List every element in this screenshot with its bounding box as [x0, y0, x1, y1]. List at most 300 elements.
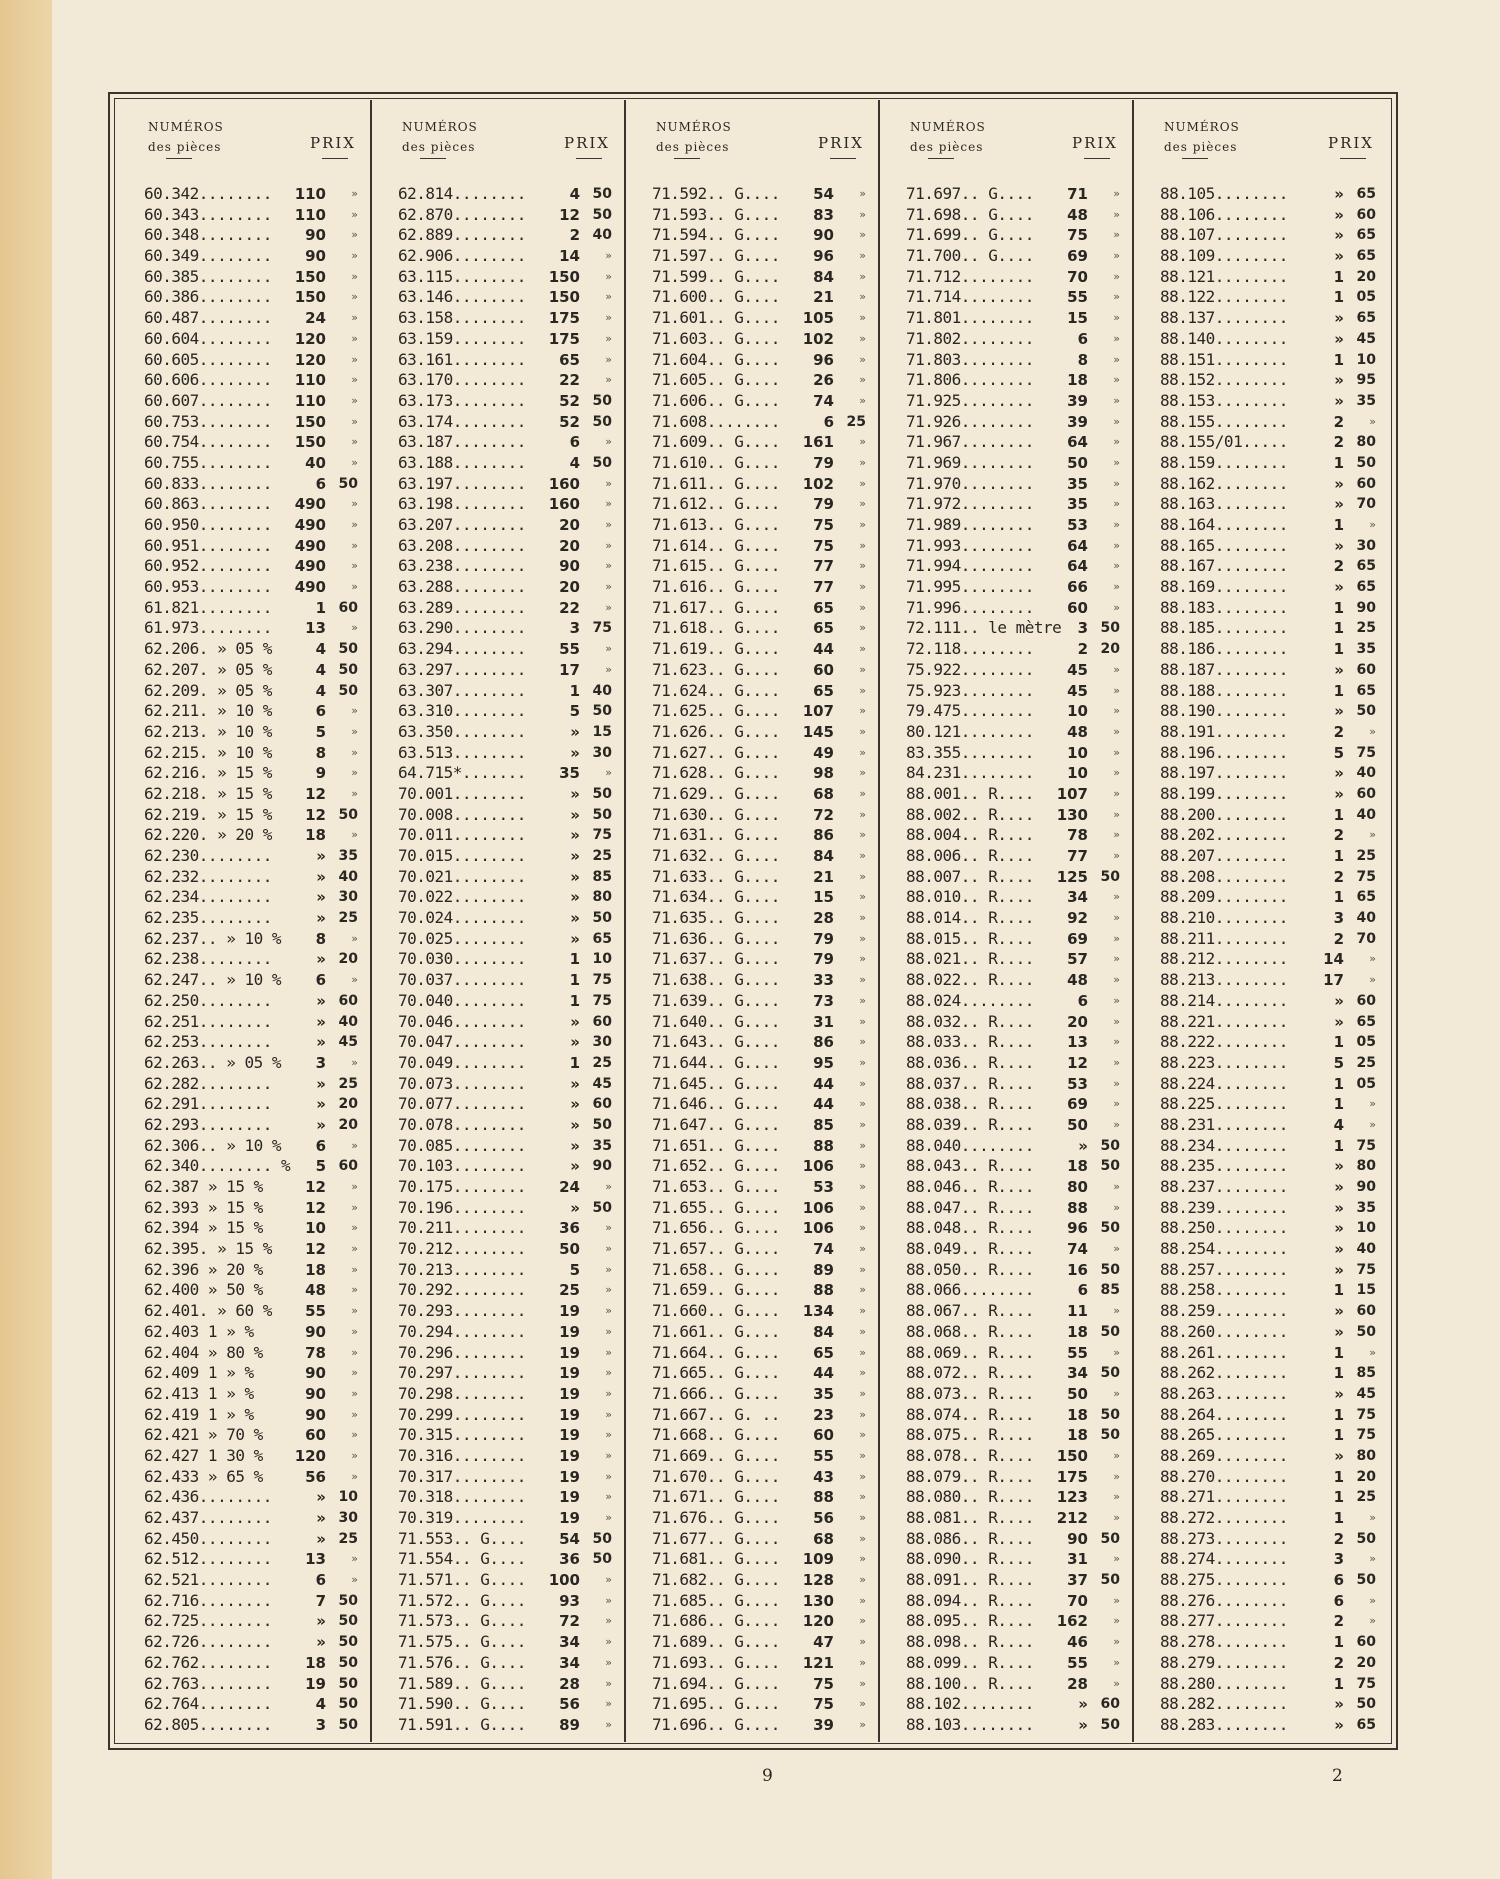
table-row	[626, 308, 878, 329]
part-number: 71.634.. G....	[652, 887, 780, 907]
price-centimes: »	[351, 1324, 358, 1338]
part-number: 88.109........	[1160, 246, 1288, 266]
price-centimes: 50	[338, 1634, 358, 1651]
table-row	[1134, 1343, 1388, 1364]
price-francs: 77	[813, 557, 834, 576]
part-number: 71.967........	[906, 432, 1034, 452]
table-row	[1134, 225, 1388, 246]
price-francs: 22	[559, 598, 580, 617]
price-francs: 106	[802, 1219, 834, 1238]
part-number: 71.647.. G....	[652, 1114, 780, 1134]
table-row	[880, 1549, 1132, 1570]
price-centimes: »	[859, 290, 866, 304]
price-centimes: »	[859, 187, 866, 200]
price-francs: 7	[315, 1591, 326, 1610]
table-row	[1134, 1032, 1388, 1053]
table-row	[880, 887, 1132, 908]
price-francs: 11	[1067, 1302, 1088, 1321]
part-number: 88.155/01.....	[1160, 432, 1288, 452]
price-francs: 98	[813, 764, 834, 783]
price-centimes: 70	[1356, 930, 1376, 947]
price-centimes: »	[859, 1345, 866, 1359]
part-number: 70.103........	[398, 1156, 526, 1176]
table-row	[880, 1405, 1132, 1426]
table-row	[118, 370, 370, 391]
table-row	[880, 556, 1132, 577]
price-francs: »	[570, 1115, 580, 1134]
price-centimes: »	[605, 1407, 612, 1421]
table-row	[880, 1012, 1132, 1033]
part-number: 71.651.. G....	[652, 1135, 780, 1155]
part-number: 88.202........	[1160, 825, 1288, 845]
price-francs: 107	[802, 702, 834, 721]
price-centimes: 50	[1100, 1716, 1120, 1733]
price-centimes: »	[859, 1138, 866, 1152]
part-number: 71.660.. G....	[652, 1301, 780, 1321]
table-row	[372, 1363, 624, 1384]
part-number: 79.475........	[906, 701, 1034, 721]
part-number: 70.212........	[398, 1239, 526, 1259]
price-centimes: »	[1369, 1614, 1376, 1628]
price-francs: »	[1334, 536, 1344, 555]
price-francs: 18	[1067, 371, 1088, 390]
price-francs: 73	[813, 991, 834, 1010]
price-centimes: 70	[1356, 496, 1376, 513]
part-number: 70.049........	[398, 1052, 526, 1072]
part-number: 83.355........	[906, 742, 1034, 762]
table-row	[372, 474, 624, 495]
price-francs: 88	[813, 1281, 834, 1300]
price-centimes: »	[859, 1635, 866, 1649]
table-row	[626, 453, 878, 474]
table-row	[118, 184, 370, 205]
price-centimes: »	[1113, 786, 1120, 800]
table-row	[626, 660, 878, 681]
table-row	[118, 350, 370, 371]
table-row	[372, 598, 624, 619]
part-number: 71.989........	[906, 515, 1034, 534]
table-row	[118, 494, 370, 515]
table-row	[626, 639, 878, 660]
part-number: 70.078........	[398, 1114, 526, 1134]
price-centimes: 50	[592, 413, 612, 430]
price-centimes: »	[351, 373, 358, 387]
table-row	[880, 1053, 1132, 1074]
price-centimes: »	[1113, 1055, 1120, 1069]
price-francs: 3	[569, 619, 580, 638]
part-number: 88.050.. R....	[906, 1259, 1034, 1279]
table-row	[372, 1260, 624, 1281]
price-francs: 55	[1067, 288, 1088, 307]
part-number: 63.197........	[398, 473, 526, 493]
price-centimes: »	[1113, 393, 1120, 407]
part-number: 60.348........	[144, 225, 272, 245]
header-prix: PRIX	[1072, 134, 1118, 152]
table-row	[118, 515, 370, 536]
table-row	[626, 577, 878, 598]
part-number: 71.624.. G....	[652, 680, 780, 700]
part-number: 70.299........	[398, 1404, 526, 1424]
price-centimes: »	[1113, 269, 1120, 283]
price-francs: 75	[1067, 226, 1088, 245]
table-row	[626, 1239, 878, 1260]
price-centimes: »	[605, 1262, 612, 1276]
part-number: 71.657.. G....	[652, 1239, 780, 1259]
price-francs: »	[1334, 371, 1344, 390]
table-row	[1134, 329, 1388, 350]
price-centimes: 40	[1356, 765, 1376, 782]
price-francs: 6	[823, 412, 834, 431]
part-number: 71.599.. G....	[652, 266, 780, 286]
table-row	[118, 1301, 370, 1322]
header-rule	[576, 158, 602, 159]
price-francs: »	[316, 909, 326, 928]
price-francs: 109	[802, 1550, 834, 1569]
table-row	[372, 846, 624, 867]
table-row	[1134, 1177, 1388, 1198]
price-centimes: »	[605, 1324, 612, 1338]
price-francs: 161	[802, 433, 834, 452]
price-centimes: »	[605, 766, 612, 780]
price-centimes: 50	[338, 475, 358, 492]
price-centimes: »	[1113, 497, 1120, 511]
table-row	[626, 1384, 878, 1405]
table-row	[118, 970, 370, 991]
table-row	[1134, 1239, 1388, 1260]
part-number: 71.609.. G....	[652, 432, 780, 452]
table-row	[372, 205, 624, 226]
price-francs: 13	[305, 1550, 326, 1569]
part-number: 62.726........	[144, 1632, 272, 1652]
part-number: 71.575.. G....	[398, 1632, 526, 1652]
part-number: 88.259........	[1160, 1301, 1288, 1321]
part-number: 62.870........	[398, 204, 526, 224]
table-row	[118, 577, 370, 598]
price-francs: 75	[813, 1674, 834, 1693]
price-centimes: »	[1113, 311, 1120, 325]
price-centimes: »	[1113, 1635, 1120, 1649]
table-row	[1134, 577, 1388, 598]
part-number: 70.319........	[398, 1508, 526, 1527]
table-row	[1134, 287, 1388, 308]
part-number: 63.294........	[398, 639, 526, 659]
part-number: 71.594.. G....	[652, 225, 780, 245]
price-centimes: »	[1369, 1593, 1376, 1607]
price-francs: 77	[813, 578, 834, 597]
part-number: 71.590.. G....	[398, 1694, 526, 1714]
header-numeros: NUMÉROS	[656, 120, 732, 134]
price-centimes: »	[351, 249, 358, 263]
table-row	[118, 846, 370, 867]
table-row	[118, 805, 370, 826]
price-francs: »	[316, 1074, 326, 1093]
table-row	[1134, 1280, 1388, 1301]
part-number: 62.401. » 60 %	[144, 1301, 272, 1321]
price-centimes: »	[859, 1055, 866, 1069]
part-number: 63.350........	[398, 721, 526, 741]
price-centimes: 50	[1356, 703, 1376, 720]
table-row	[372, 991, 624, 1012]
price-francs: 45	[1067, 660, 1088, 679]
price-centimes: 30	[1356, 537, 1376, 554]
price-francs: 44	[813, 640, 834, 659]
price-centimes: »	[1113, 1469, 1120, 1483]
table-row	[880, 1301, 1132, 1322]
table-row	[880, 350, 1132, 371]
part-number: 88.200........	[1160, 804, 1288, 824]
table-row	[1134, 1074, 1388, 1095]
table-row	[1134, 536, 1388, 557]
price-centimes: »	[1113, 1242, 1120, 1256]
price-francs: »	[570, 784, 580, 803]
price-francs: 66	[1067, 578, 1088, 597]
price-francs: 490	[294, 516, 326, 534]
price-centimes: 50	[1100, 1220, 1120, 1237]
price-francs: 34	[1067, 888, 1088, 907]
price-centimes: »	[859, 1076, 866, 1090]
price-centimes: 75	[1356, 1137, 1376, 1154]
part-number: 88.095.. R....	[906, 1611, 1034, 1631]
table-row	[118, 1529, 370, 1550]
price-francs: 55	[1067, 1343, 1088, 1362]
price-centimes: 60	[338, 992, 358, 1009]
price-francs: 17	[1323, 971, 1344, 990]
price-francs: »	[570, 1157, 580, 1176]
price-francs: 18	[1067, 1426, 1088, 1445]
price-centimes: 30	[592, 1034, 612, 1051]
table-row	[118, 1570, 370, 1591]
part-number: 88.007.. R....	[906, 866, 1034, 886]
price-francs: 105	[802, 309, 834, 328]
price-francs: »	[1334, 1178, 1344, 1196]
table-row	[880, 267, 1132, 288]
price-francs: 68	[813, 1529, 834, 1548]
price-francs: 48	[305, 1281, 326, 1300]
table-row	[118, 1508, 370, 1529]
price-centimes: »	[605, 1283, 612, 1297]
table-row	[880, 1239, 1132, 1260]
part-number: 88.185........	[1160, 618, 1288, 638]
price-centimes: »	[605, 269, 612, 283]
price-centimes: 05	[1356, 1034, 1376, 1051]
price-francs: 78	[305, 1343, 326, 1362]
table-row	[1134, 1611, 1388, 1632]
part-number: 70.085........	[398, 1135, 526, 1155]
part-number: 62.421 » 70 %	[144, 1425, 263, 1445]
part-number: 60.385........	[144, 266, 272, 286]
price-centimes: 40	[1356, 910, 1376, 927]
price-francs: 5	[315, 722, 326, 741]
price-francs: 1	[1333, 1509, 1344, 1527]
part-number: 62.762........	[144, 1652, 272, 1672]
price-francs: 86	[813, 1033, 834, 1052]
part-number: 88.022.. R....	[906, 970, 1034, 990]
price-francs: 10	[1067, 702, 1088, 721]
part-number: 62.387 » 15 %	[144, 1177, 263, 1196]
part-number: 70.040........	[398, 990, 526, 1010]
price-centimes: 35	[1356, 641, 1376, 658]
part-number: 71.925........	[906, 390, 1034, 410]
price-centimes: 75	[1356, 1406, 1376, 1423]
price-centimes: »	[351, 187, 358, 200]
part-number: 88.164........	[1160, 515, 1288, 534]
price-centimes: »	[351, 331, 358, 345]
part-number: 71.619.. G....	[652, 639, 780, 659]
price-francs: »	[1334, 495, 1344, 514]
part-number: 88.250........	[1160, 1218, 1288, 1238]
price-francs: 100	[548, 1571, 580, 1590]
table-row	[1134, 1363, 1388, 1384]
price-centimes: »	[1113, 1304, 1120, 1318]
price-centimes: »	[859, 849, 866, 862]
part-number: 62.403 1 » %	[144, 1321, 254, 1341]
price-francs: 2	[1077, 640, 1088, 659]
table-row	[372, 763, 624, 784]
table-row	[880, 1343, 1132, 1364]
part-number: 60.487........	[144, 308, 272, 328]
part-number: 63.238........	[398, 556, 526, 576]
price-francs: 34	[559, 1633, 580, 1652]
part-number: 88.037.. R....	[906, 1073, 1034, 1093]
price-francs: 5	[315, 1157, 326, 1176]
part-number: 88.002.. R....	[906, 804, 1034, 824]
table-row	[1134, 1674, 1388, 1695]
table-row	[626, 1301, 878, 1322]
price-francs: 12	[1067, 1053, 1088, 1072]
price-centimes: »	[1113, 414, 1120, 428]
part-number: 88.262........	[1160, 1363, 1288, 1383]
table-row	[118, 1280, 370, 1301]
table-row	[626, 846, 878, 867]
header-rule	[1084, 158, 1110, 159]
price-centimes: »	[1113, 187, 1120, 200]
price-centimes: 25	[846, 413, 866, 430]
price-francs: 93	[559, 1591, 580, 1610]
price-francs: 1	[1333, 1136, 1344, 1155]
table-row	[626, 784, 878, 805]
table-row	[1134, 184, 1388, 205]
part-number: 88.237........	[1160, 1177, 1288, 1196]
price-francs: 16	[1067, 1260, 1088, 1279]
price-centimes: »	[1369, 414, 1376, 428]
price-francs: »	[1334, 185, 1344, 203]
price-centimes: »	[1113, 724, 1120, 738]
price-francs: »	[570, 1012, 580, 1031]
part-number: 88.167........	[1160, 556, 1288, 576]
table-row	[626, 618, 878, 639]
price-centimes: »	[1113, 249, 1120, 263]
price-francs: 160	[548, 495, 580, 514]
price-francs: 56	[813, 1509, 834, 1527]
price-centimes: 50	[338, 806, 358, 823]
price-centimes: 40	[338, 1013, 358, 1030]
part-number: 70.211........	[398, 1218, 526, 1238]
price-centimes: »	[859, 1531, 866, 1545]
table-row	[880, 743, 1132, 764]
part-number: 88.102........	[906, 1694, 1034, 1714]
price-francs: 49	[813, 743, 834, 762]
part-number: 62.211. » 10 %	[144, 701, 272, 721]
price-francs: 79	[813, 453, 834, 472]
table-row	[880, 639, 1132, 660]
table-row	[626, 1260, 878, 1281]
table-row	[880, 1632, 1132, 1653]
part-number: 61.821........	[144, 597, 272, 617]
table-row	[626, 1012, 878, 1033]
price-francs: »	[1334, 205, 1344, 224]
table-row	[880, 1280, 1132, 1301]
price-francs: 35	[559, 764, 580, 783]
price-centimes: »	[1113, 993, 1120, 1007]
part-number: 88.137........	[1160, 308, 1288, 328]
price-centimes: »	[859, 683, 866, 697]
price-francs: 4	[1333, 1115, 1344, 1134]
table-row	[1134, 1198, 1388, 1219]
price-centimes: »	[859, 828, 866, 842]
price-centimes: »	[859, 890, 866, 904]
price-centimes: 35	[1356, 392, 1376, 409]
column-header	[1134, 100, 1388, 170]
part-number: 62.427 1 30 %	[144, 1445, 263, 1465]
price-centimes: 65	[1356, 1716, 1376, 1733]
part-number: 71.664.. G....	[652, 1342, 780, 1362]
part-number: 88.098.. R....	[906, 1632, 1034, 1652]
price-centimes: »	[351, 1573, 358, 1587]
price-centimes: »	[859, 1386, 866, 1400]
price-francs: 2	[569, 226, 580, 245]
part-number: 88.040........	[906, 1135, 1034, 1155]
price-francs: »	[1078, 1715, 1088, 1734]
price-francs: 8	[315, 743, 326, 762]
price-francs: 75	[813, 516, 834, 534]
price-francs: 2	[1333, 722, 1344, 741]
price-centimes: »	[351, 207, 358, 221]
price-centimes: »	[859, 642, 866, 656]
price-centimes: 50	[592, 910, 612, 927]
table-row	[626, 287, 878, 308]
table-row	[1134, 432, 1388, 453]
price-centimes: 75	[592, 992, 612, 1009]
table-row	[118, 267, 370, 288]
part-number: 71.616.. G....	[652, 577, 780, 597]
price-centimes: »	[605, 1635, 612, 1649]
table-row	[372, 1156, 624, 1177]
part-number: 88.273........	[1160, 1528, 1288, 1548]
table-row	[880, 949, 1132, 970]
price-francs: 110	[294, 371, 326, 390]
price-francs: 19	[559, 1343, 580, 1362]
price-francs: 1	[1333, 805, 1344, 824]
table-row	[626, 350, 878, 371]
price-centimes: 45	[1356, 1385, 1376, 1402]
price-francs: 123	[1056, 1488, 1088, 1507]
part-number: 88.103........	[906, 1714, 1034, 1734]
price-centimes: »	[605, 1593, 612, 1607]
table-row	[118, 1115, 370, 1136]
price-centimes: 50	[1100, 1323, 1120, 1340]
part-number: 88.239........	[1160, 1197, 1288, 1217]
price-francs: »	[570, 1198, 580, 1217]
price-francs: 79	[813, 929, 834, 948]
part-number: 88.090.. R....	[906, 1549, 1034, 1569]
part-number: 71.611.. G....	[652, 473, 780, 493]
price-francs: »	[1334, 309, 1344, 328]
price-francs: 64	[1067, 557, 1088, 576]
table-row	[880, 1715, 1132, 1736]
price-table	[118, 100, 1388, 1742]
price-francs: 80	[1067, 1178, 1088, 1196]
part-number: 62.419 1 » %	[144, 1404, 254, 1424]
